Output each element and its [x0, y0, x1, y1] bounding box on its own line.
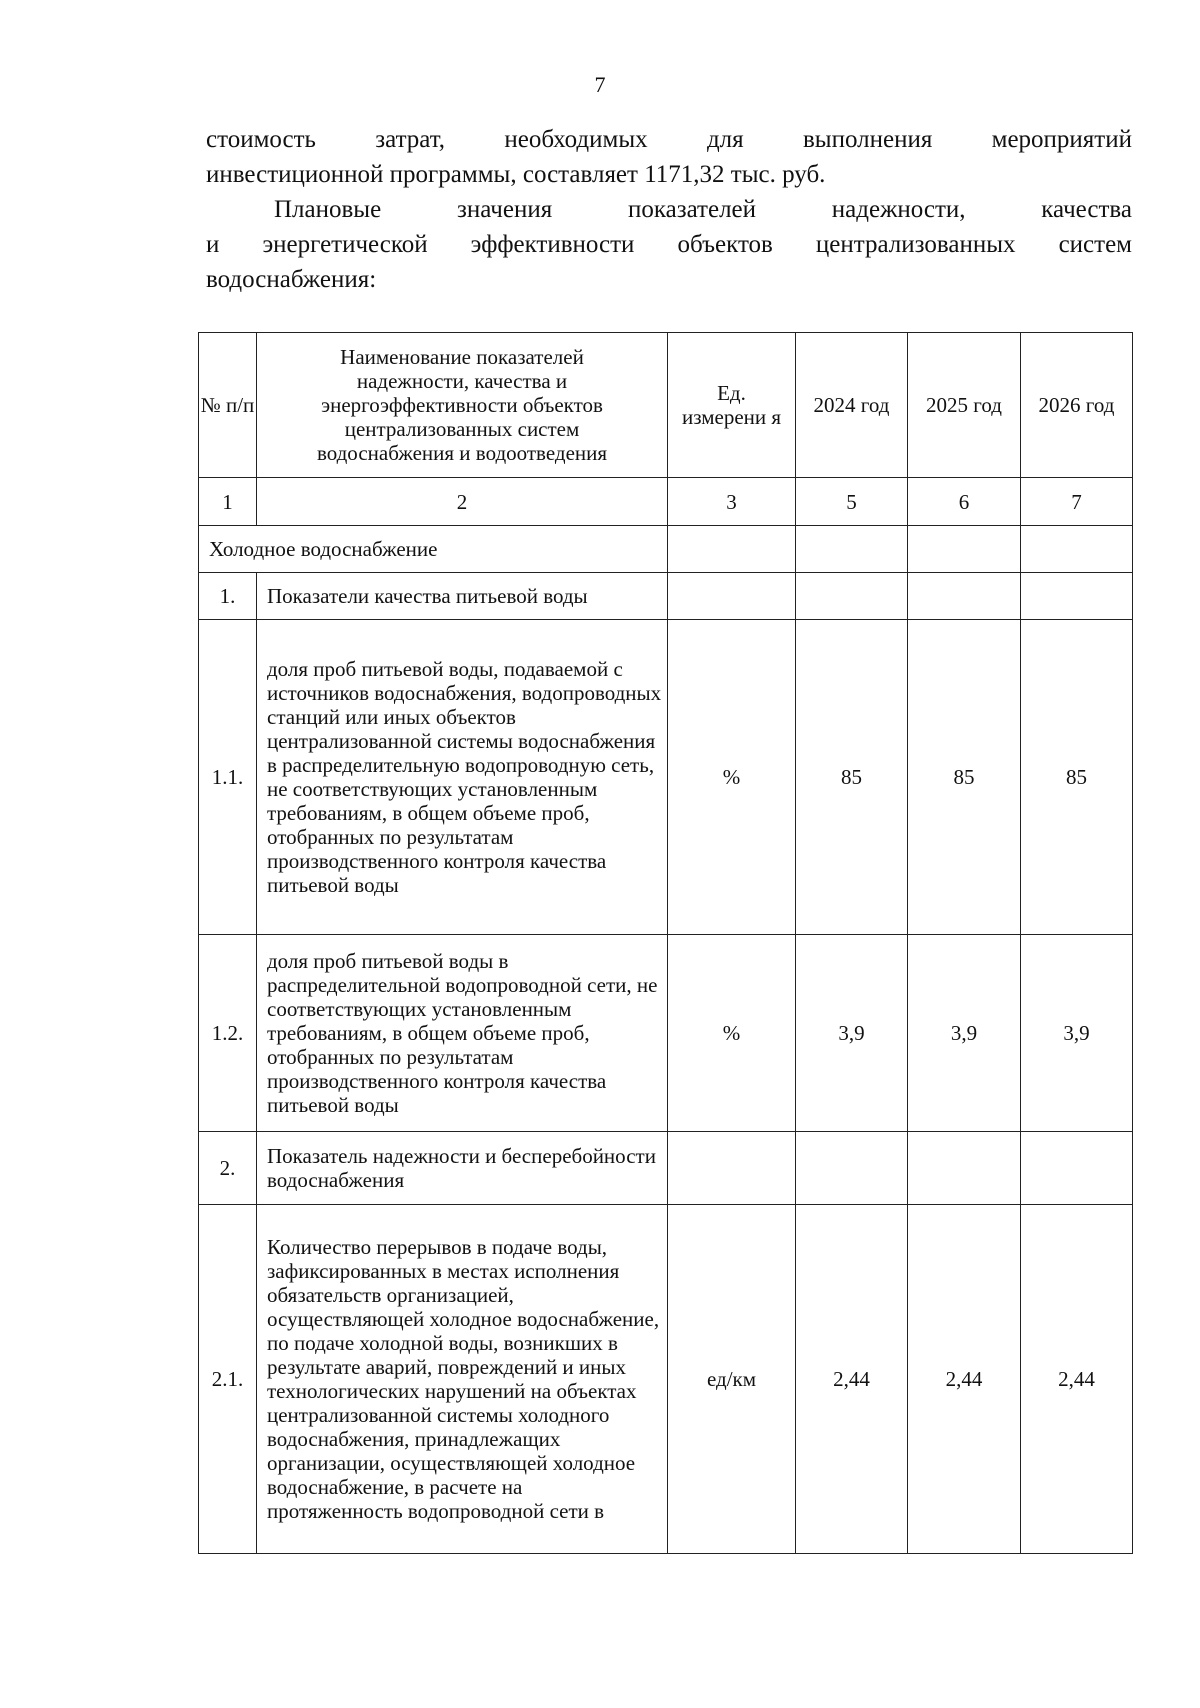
empty-cell [668, 526, 796, 573]
row-2026: 85 [1021, 620, 1133, 935]
row-2024: 3,9 [796, 935, 908, 1132]
row-2024: 2,44 [796, 1205, 908, 1554]
row-2025 [908, 1132, 1021, 1205]
row-2024 [796, 1132, 908, 1205]
empty-cell [796, 526, 908, 573]
row-2026 [1021, 1132, 1133, 1205]
row-2025: 3,9 [908, 935, 1021, 1132]
row-name: Показатели качества питьевой воды [257, 573, 668, 620]
section-row [199, 526, 1133, 573]
row-unit: % [668, 620, 796, 935]
row-2024: 85 [796, 620, 908, 935]
lead-line-1: Плановые значения показателей надежности, качества [274, 196, 1132, 223]
header-2024: 2024 год [796, 333, 908, 478]
row-num: 1. [199, 573, 257, 620]
row-name: доля проб питьевой воды, подаваемой с источников водоснабжения, водопроводных станций или иных объектов централизованной системы водоснабжения в распределительную водопроводную сеть, не соответствующих установленным требованиям, в общем объеме проб, отобранных по результатам производственного контроля качества питьевой воды [257, 620, 668, 935]
row-2026: 3,9 [1021, 935, 1133, 1132]
lead-line-2: и энергетической эффективности объектов централизованных систем [206, 231, 1132, 258]
intro-line-1: стоимость затрат, необходимых для выполнения мероприятий [206, 126, 1132, 153]
row-2025: 2,44 [908, 1205, 1021, 1554]
table-row [199, 620, 1133, 935]
lead-paragraph [206, 192, 1132, 297]
row-num: 2. [199, 1132, 257, 1205]
intro-line-2: инвестиционной программы, составляет 1171,32 тыс. руб. [206, 161, 826, 188]
row-2025: 85 [908, 620, 1021, 935]
row-num: 2.1. [199, 1205, 257, 1554]
table-row [199, 573, 1133, 620]
column-number: 2 [257, 478, 668, 526]
column-number: 6 [908, 478, 1021, 526]
lead-line-3: водоснабжения: [206, 266, 377, 293]
row-2026 [1021, 573, 1133, 620]
header-num: № п/п [199, 333, 257, 478]
empty-cell [1021, 526, 1133, 573]
row-num: 1.2. [199, 935, 257, 1132]
row-unit: % [668, 935, 796, 1132]
row-name: доля проб питьевой воды в распределительной водопроводной сети, не соответствующих установленным требованиям, в общем объеме проб, отобранных по результатам производственного контроля качества питьевой воды [257, 935, 668, 1132]
row-unit [668, 1132, 796, 1205]
row-name: Показатель надежности и бесперебойности водоснабжения [257, 1132, 668, 1205]
header-2025: 2025 год [908, 333, 1021, 478]
header-name: Наименование показателей надежности, качества и энергоэффективности объектов централизованных систем водоснабжения и водоотведения [257, 333, 668, 478]
row-num: 1.1. [199, 620, 257, 935]
table-row [199, 1132, 1133, 1205]
table-row [199, 935, 1133, 1132]
column-number: 3 [668, 478, 796, 526]
page-number: 7 [594, 72, 606, 97]
column-number: 7 [1021, 478, 1133, 526]
section-title: Холодное водоснабжение [199, 526, 668, 573]
row-2024 [796, 573, 908, 620]
column-number-row [199, 478, 1133, 526]
column-number: 5 [796, 478, 908, 526]
row-2026: 2,44 [1021, 1205, 1133, 1554]
header-2026: 2026 год [1021, 333, 1133, 478]
empty-cell [908, 526, 1021, 573]
intro-paragraph [206, 122, 1132, 192]
table-header-row [199, 333, 1133, 478]
row-unit: ед/км [668, 1205, 796, 1554]
indicators-table [198, 332, 1133, 1554]
table-row [199, 1205, 1133, 1554]
column-number: 1 [199, 478, 257, 526]
row-name: Количество перерывов в подаче воды, зафиксированных в местах исполнения обязательств организацией, осуществляющей холодное водоснабжение, по подаче холодной воды, возникших в результате аварий, повреждений и иных технологических нарушений на объектах централизованной системы холодного водоснабжения, принадлежащих организации, осуществляющей холодное водоснабжение, в расчете на протяженность водопроводной сети в [257, 1205, 668, 1554]
row-2025 [908, 573, 1021, 620]
header-unit: Ед. измерени я [668, 333, 796, 478]
row-unit [668, 573, 796, 620]
